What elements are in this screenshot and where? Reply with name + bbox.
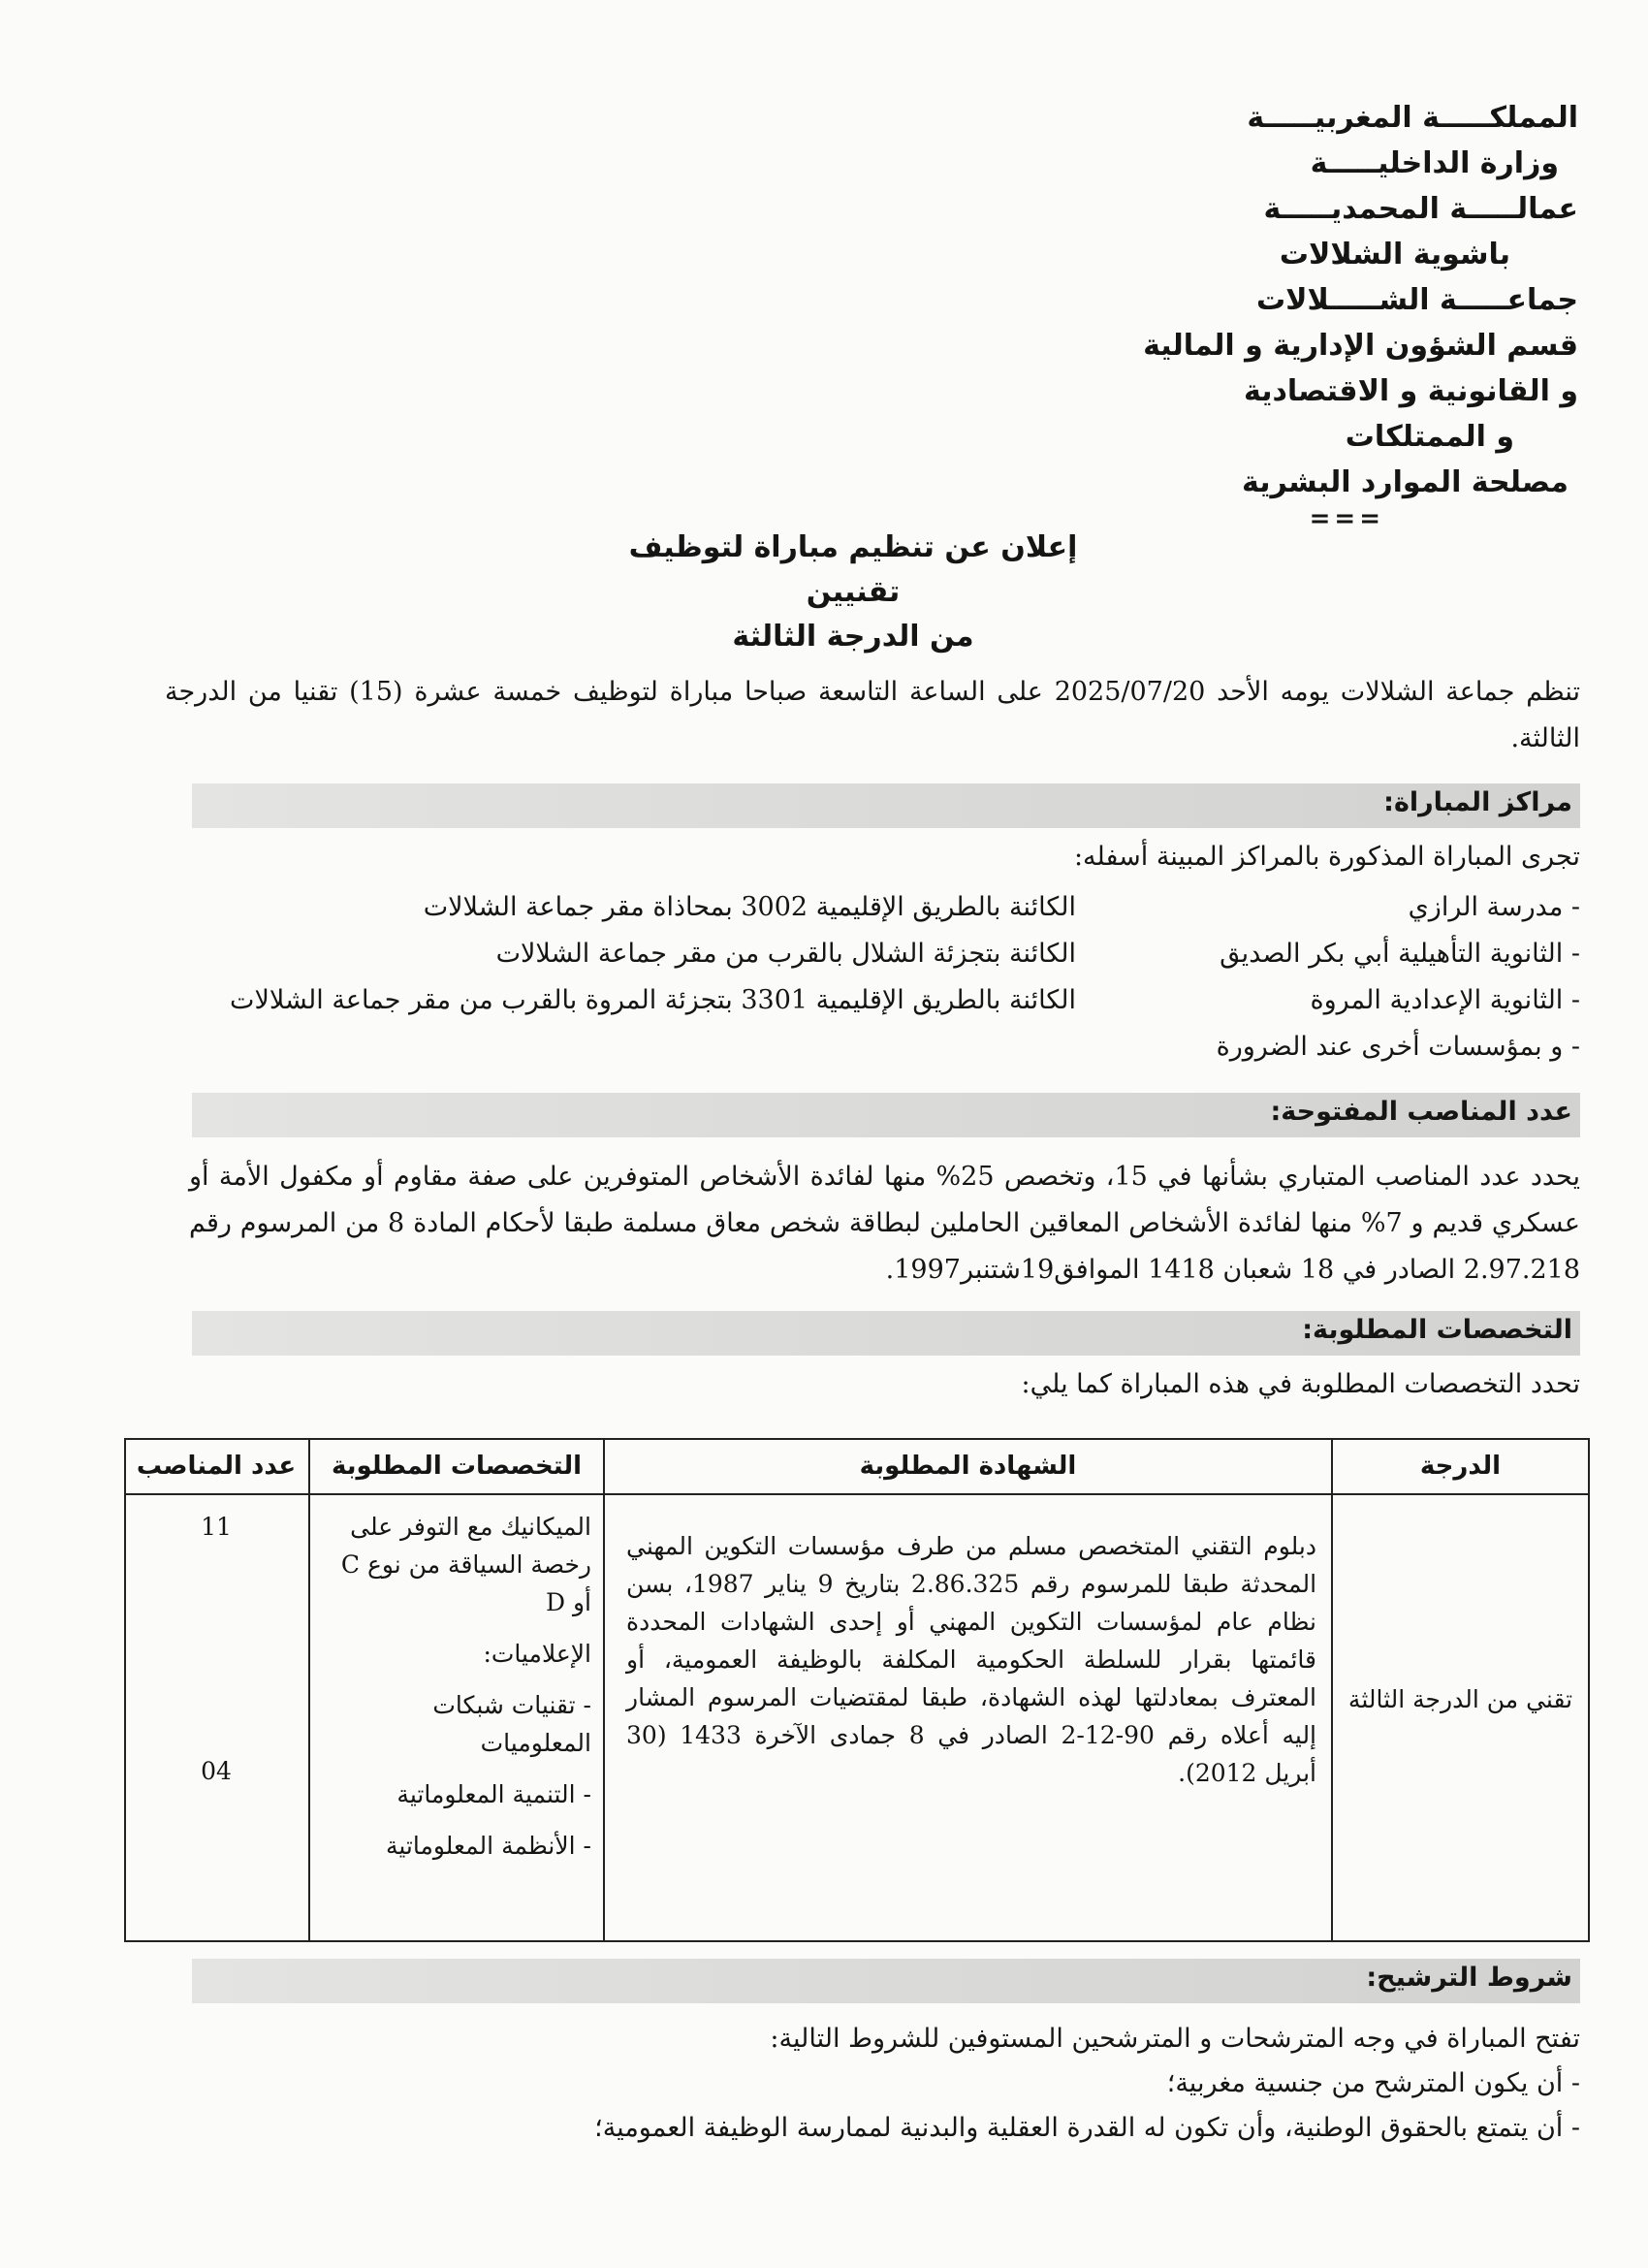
letterhead-prefecture: عمالـــــة المحمديـــــة bbox=[1263, 192, 1578, 226]
letterhead-kingdom: المملكـــــة المغربيـــــة bbox=[1247, 101, 1578, 135]
cell-specialties bbox=[320, 1508, 591, 1878]
letterhead-separator: === bbox=[1309, 504, 1384, 533]
specialty-it-systems: - الأنظمة المعلوماتية bbox=[385, 1832, 591, 1860]
list-item bbox=[165, 985, 1580, 1028]
section-bar-centers bbox=[192, 783, 1580, 828]
letterhead-division: قسم الشؤون الإدارية و المالية bbox=[1143, 329, 1578, 363]
letterhead-division-cont: و القانونية و الاقتصادية bbox=[1244, 374, 1578, 408]
center-location: الكائنة بالطريق الإقليمية 3301 بتجزئة المروة بالقرب من مقر جماعة الشلالات bbox=[230, 985, 1076, 1015]
conditions-list bbox=[165, 2017, 1580, 2151]
specialty-it-development: - التنمية المعلوماتية bbox=[396, 1780, 591, 1808]
specialty-it-label: الإعلاميات: bbox=[483, 1640, 591, 1668]
cell-certificate: دبلوم التقني المتخصص مسلم من طرف مؤسسات التكوين المهني المحدثة طبقا للمرسوم رقم 2.86.325 بتاريخ 9 يناير 1987، بسن نظام عام لمؤسسات التكوين المهني أو إحدى الشهادات المحددة قائمتها بقرار للسلطة الحكومية المكلفة بالوظيفة العمومية، أو المعترف بمعادلتها لهذه الشهادة، طبقا لمقتضيات المرسوم المشار إليه أعلاه رقم 90-12-2 الصادر في 8 جمادى الآخرة 1433 (30 أبريل 2012). bbox=[626, 1532, 1317, 1787]
letterhead bbox=[1035, 95, 1578, 532]
section-bar-conditions bbox=[192, 1959, 1580, 2003]
header-specialties: التخصصات المطلوبة bbox=[331, 1452, 583, 1481]
list-item: - أن يتمتع بالحقوق الوطنية، وأن تكون له القدرة العقلية والبدنية لممارسة الوظيفة العمومية؛ bbox=[594, 2113, 1580, 2143]
cell-grade: تقني من الدرجة الثالثة bbox=[1347, 1685, 1573, 1713]
center-name: - الثانوية التأهيلية أبي بكر الصديق bbox=[1220, 939, 1580, 969]
section-heading-posts: عدد المناصب المفتوحة: bbox=[1270, 1097, 1572, 1127]
list-item bbox=[165, 1032, 1580, 1074]
center-location: الكائنة بتجزئة الشلال بالقرب من مقر جماعة الشلالات bbox=[495, 939, 1076, 969]
specialty-it-networks: - تقنيات شبكات المعلوميات bbox=[432, 1691, 591, 1757]
header-grade: الدرجة bbox=[1419, 1452, 1502, 1481]
document-title bbox=[582, 526, 1125, 659]
section-heading-conditions: شروط الترشيح: bbox=[1366, 1963, 1572, 1993]
section-heading-specs: التخصصات المطلوبة: bbox=[1302, 1315, 1572, 1345]
section-bar-posts bbox=[192, 1093, 1580, 1137]
letterhead-commune: جماعـــــة الشـــــلالات bbox=[1255, 283, 1578, 317]
letterhead-division-cont2: و الممتلكات bbox=[1345, 420, 1514, 454]
center-name: - الثانوية الإعدادية المروة bbox=[1310, 985, 1580, 1015]
table-divider bbox=[308, 1440, 310, 1940]
table-divider bbox=[603, 1440, 605, 1940]
title-line-1: إعلان عن تنظيم مباراة لتوظيف تقنيين bbox=[628, 530, 1078, 609]
cell-count-mechanics: 11 bbox=[201, 1513, 232, 1541]
center-location: الكائنة بالطريق الإقليمية 3002 بمحاذاة مقر جماعة الشلالات bbox=[423, 892, 1076, 922]
header-certificate: الشهادة المطلوبة bbox=[859, 1452, 1077, 1481]
specs-intro: تحدد التخصصات المطلوبة في هذه المباراة كما يلي: bbox=[1021, 1369, 1580, 1399]
specs-table bbox=[124, 1438, 1590, 1942]
letterhead-pashalik: باشوية الشلالات bbox=[1279, 238, 1510, 272]
section-bar-specs bbox=[192, 1311, 1580, 1356]
specialty-mechanics: الميكانيك مع التوفر على رخصة السياقة من نوع C أو D bbox=[340, 1513, 591, 1616]
centers-intro: تجرى المباراة المذكورة بالمراكز المبينة أسفله: bbox=[1073, 842, 1580, 872]
posts-paragraph: يحدد عدد المناصب المتباري بشأنها في 15، وتخصص 25% منها لفائدة الأشخاص المتوفرين على صفة مقاوم أو مكفول الأمة أو عسكري قديم و 7% منها لفائدة الأشخاص المعاقين الحاملين لبطاقة شخص معاق مسلمة طبقا لأحكام المادة 8 من المرسوم رقم 2.97.218 الصادر في 18 شعبان 1418 الموافق19شتنبر1997. bbox=[189, 1162, 1581, 1285]
center-name: - و بمؤسسات أخرى عند الضرورة bbox=[1216, 1032, 1580, 1062]
list-item bbox=[165, 939, 1580, 981]
header-count: عدد المناصب bbox=[136, 1452, 297, 1481]
list-item bbox=[165, 892, 1580, 935]
title-line-2: من الدرجة الثالثة bbox=[732, 620, 974, 654]
list-item: - أن يكون المترشح من جنسية مغربية؛ bbox=[1166, 2068, 1580, 2098]
conditions-intro: تفتح المباراة في وجه المترشحات و المترشحين المستوفين للشروط التالية: bbox=[770, 2024, 1580, 2054]
center-name: - مدرسة الرازي bbox=[1408, 892, 1580, 922]
letterhead-service: مصلحة الموارد البشرية bbox=[1242, 465, 1569, 499]
table-header-row bbox=[126, 1440, 1588, 1495]
cell-count-it: 04 bbox=[201, 1757, 232, 1785]
letterhead-ministry: وزارة الداخليـــــة bbox=[1310, 146, 1559, 180]
section-heading-centers: مراكز المباراة: bbox=[1383, 787, 1572, 817]
intro-paragraph: تنظم جماعة الشلالات يومه الأحد 2025/07/20 على الساعة التاسعة صباحا مباراة لتوظيف خمسة عشرة (15) تقنيا من الدرجة الثالثة. bbox=[165, 677, 1580, 753]
